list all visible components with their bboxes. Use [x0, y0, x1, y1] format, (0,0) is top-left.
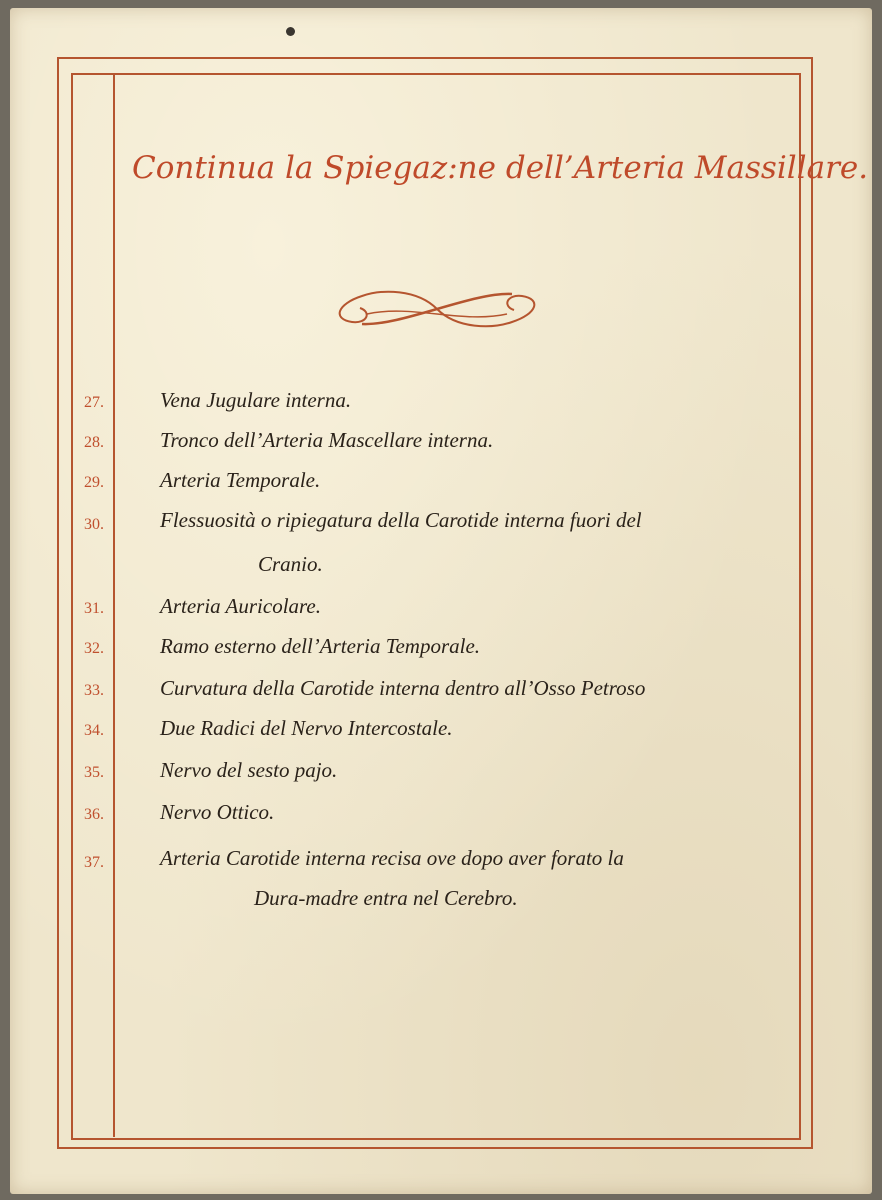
entry-text: Arteria Auricolare. [160, 594, 321, 618]
entry-number: 30. [84, 516, 104, 533]
binding-hole [286, 27, 295, 36]
page-title: Continua la Spiegaz:ne dell’Arteria Massillare. [132, 150, 869, 186]
entry-text: Vena Jugulare interna. [160, 388, 352, 412]
entry-text: Flessuosità o ripiegatura della Carotide interna fuori del [160, 508, 642, 532]
entry-number: 37. [84, 854, 104, 871]
entry-text: Nervo del sesto pajo. [160, 758, 338, 782]
entry-number: 36. [84, 806, 104, 823]
entry-text: Arteria Carotide interna recisa ove dopo aver forato la [160, 846, 624, 870]
flourish-ornament [322, 284, 552, 334]
entry-text: Arteria Temporale. [160, 468, 321, 492]
entry-number: 33. [84, 682, 104, 699]
entry-number: 32. [84, 640, 104, 657]
entry-text: Curvatura della Carotide interna dentro all’Osso Petroso [160, 676, 646, 700]
entry-text: Ramo esterno dell’Arteria Temporale. [160, 634, 481, 658]
entry-number: 27. [84, 394, 104, 411]
entry-number: 34. [84, 722, 104, 739]
entry-number: 28. [84, 434, 104, 451]
entry-continuation: Cranio. [258, 552, 323, 576]
entry-text: Tronco dell’Arteria Mascellare interna. [160, 428, 494, 452]
entry-continuation: Dura-madre entra nel Cerebro. [254, 886, 518, 910]
entry-text: Nervo Ottico. [160, 800, 275, 824]
entry-number: 29. [84, 474, 104, 491]
entry-text: Due Radici del Nervo Intercostale. [160, 716, 453, 740]
entry-number: 35. [84, 764, 104, 781]
entry-number: 31. [84, 600, 104, 617]
